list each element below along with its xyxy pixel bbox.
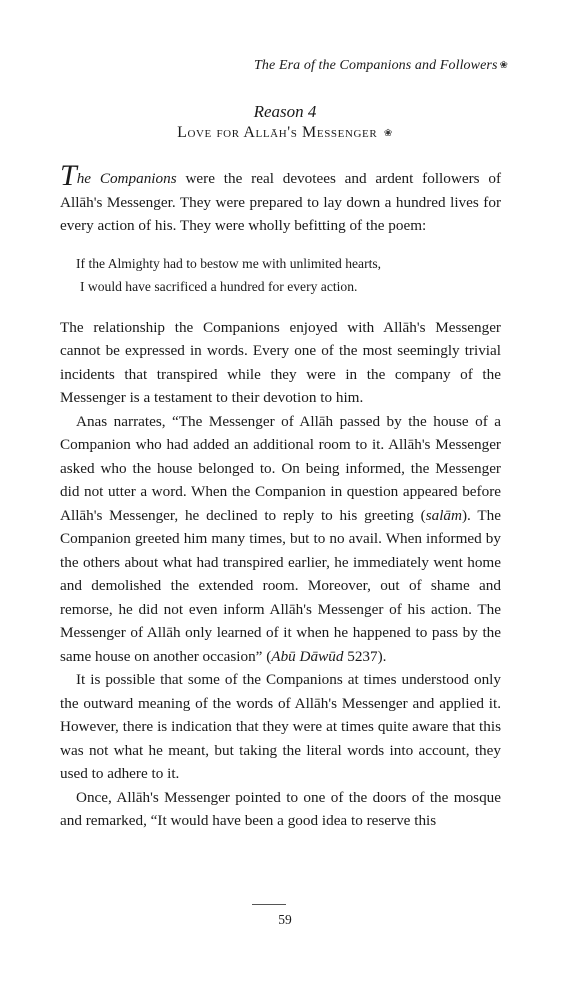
footer-rule: [252, 904, 286, 905]
citation-number: 5237).: [343, 647, 387, 665]
paragraph-1-text: were the real devotees and ardent followers of Allāh's Messenger. They were prepared to lay down a hundred lives for every action of his. They were wholly befitting of the poem:: [60, 170, 502, 234]
paragraph-4: It is possible that some of the Companions at times understood only the outward meaning of the words of Allāh's Messenger and applied it. However, there is indication that they were at times quite aware that this was not what he meant, but taking the literal words into account, they used to adhere to it.: [60, 671, 501, 782]
lead-words: he Companions: [76, 170, 177, 187]
running-header-text: The Era of the Companions and Followers: [254, 58, 498, 73]
paragraph-3-text-a: Anas narrates, “The Messenger of Allāh passed by the house of a Companion who had added an additional room to it. Allāh's Messenger asked who the house belonged to. On being informed, the Messenger did not utter a word. When the Companion in question appeared before Allāh's Messenger, he declined to reply to his greeting (: [60, 412, 501, 524]
running-header: [254, 58, 508, 74]
verse-block: [60, 252, 501, 298]
paragraph-3: [60, 410, 501, 669]
term-salam: salām: [425, 506, 462, 524]
drop-cap: T: [60, 159, 77, 192]
page-number: 59: [278, 912, 292, 927]
honorific-icon: ❀: [499, 60, 508, 71]
body-text: [60, 159, 502, 833]
verse-line-2: I would have sacrificed a hundred for every action.: [80, 278, 358, 294]
verse-line-1: If the Almighty had to bestow me with unlimited hearts,: [76, 255, 382, 271]
section-title: [0, 124, 570, 142]
section-title-text: Love for Allāh's Messenger: [177, 124, 378, 141]
paragraph-1: [60, 159, 502, 238]
paragraph-5: Once, Allāh's Messenger pointed to one of the doors of the mosque and remarked, “It would have been a good idea to reserve this: [60, 788, 501, 829]
paragraph-3-text-b: ). The Companion greeted him many times, but to no avail. When informed by the others about what had transpired earlier, he immediately went home and demolished the extended room. Moreover, out of shame and remorse, he did not even inform Allāh's Messenger of his action. The Messenger of Allāh only learned of it when he happened to pass by the same house on another occasion” (: [60, 506, 501, 665]
honorific-icon: ❀: [383, 128, 393, 139]
citation-source: Abū Dāwūd: [271, 647, 344, 665]
reason-label: Reason 4: [253, 102, 317, 121]
paragraph-2: The relationship the Companions enjoyed with Allāh's Messenger cannot be expressed in words. Every one of the most seemingly trivial incidents that transpired while they were in the company of the Messenger is a testament to their devotion to him.: [60, 318, 501, 406]
